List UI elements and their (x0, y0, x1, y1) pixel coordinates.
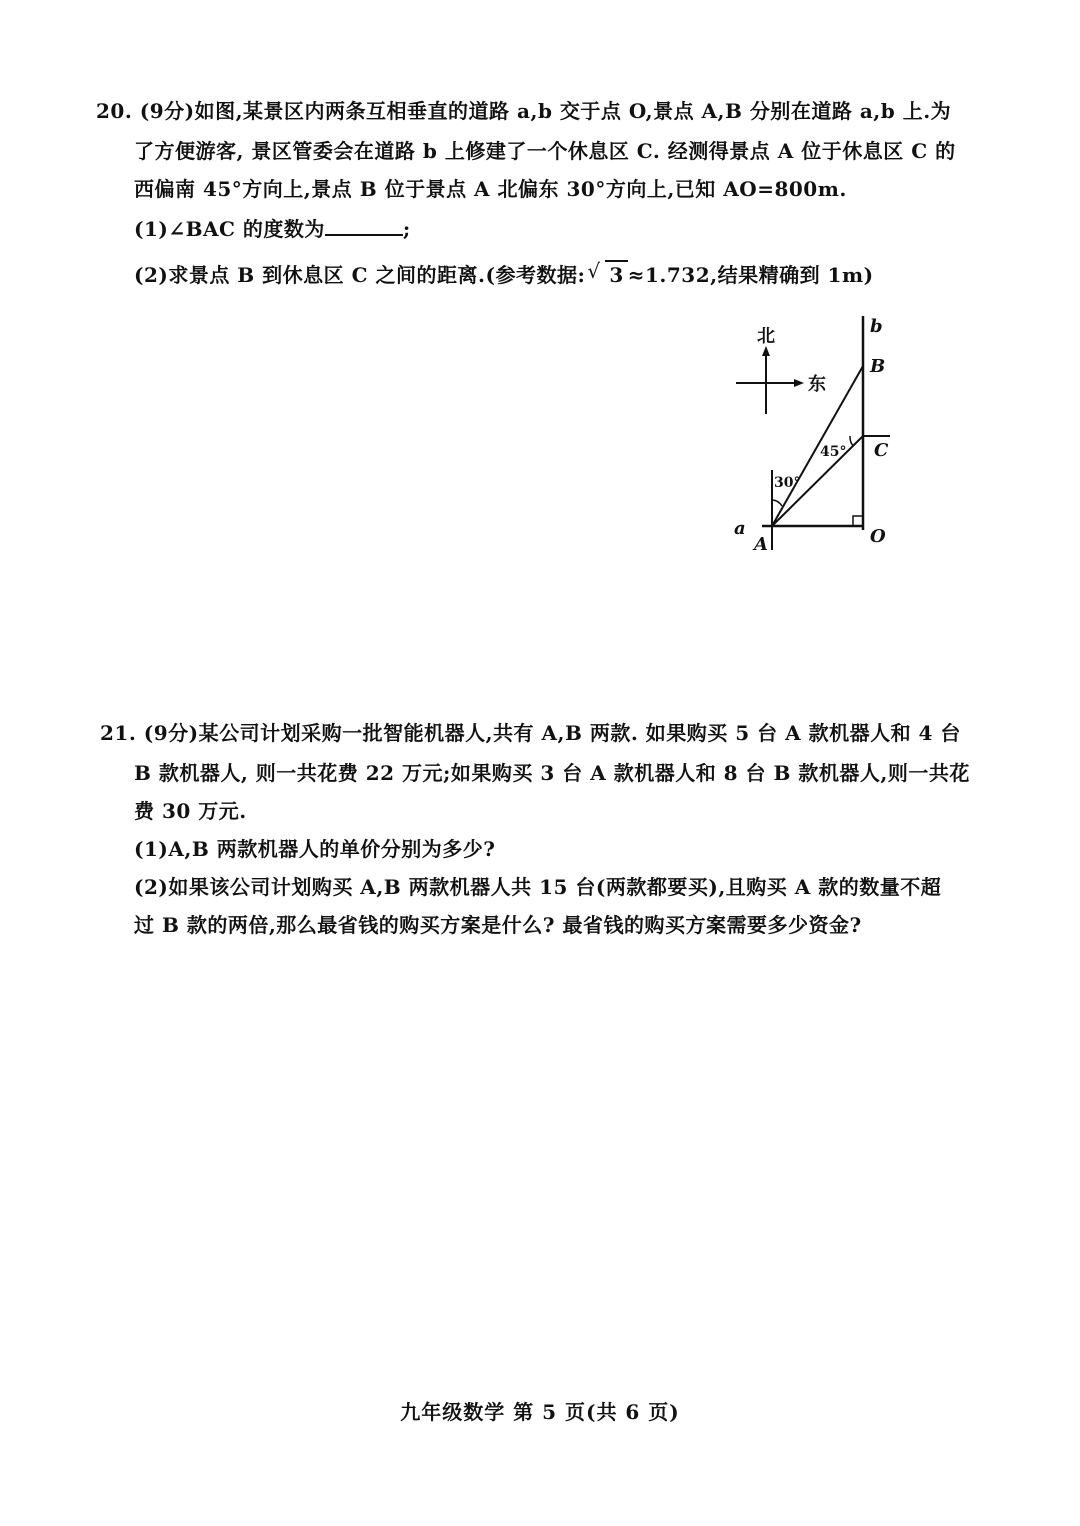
label-a: a (734, 518, 746, 539)
q20-part-2-suffix: ≈1.732,结果精确到 1m) (627, 263, 874, 287)
q20-line-1: 20. (9分)如图,某景区内两条互相垂直的道路 a,b 交于点 O,景点 A,B 分别在道路 a,b 上.为 (96, 99, 952, 123)
q21-part-2-line-2: 过 B 款的两倍,那么最省钱的购买方案是什么? 最省钱的购买方案需要多少资金? (134, 913, 862, 937)
q21-part-1: (1)A,B 两款机器人的单价分别为多少? (134, 837, 496, 861)
east-label: 东 (808, 374, 826, 395)
angle-45-label: 45° (820, 444, 847, 460)
label-C: C (874, 440, 889, 461)
sqrt-radicand: 3 (605, 260, 627, 288)
sqrt-symbol: √ 3 (587, 260, 627, 288)
q21-line-3: 费 30 万元. (134, 799, 247, 823)
q20-part-2-prefix: (2)求景点 B 到休息区 C 之间的距离.(参考数据: (134, 263, 586, 287)
answer-blank (325, 216, 403, 236)
geometry-figure (720, 310, 920, 560)
q20-part-1-prefix: (1)∠BAC 的度数为 (134, 217, 325, 241)
north-arrow-icon (762, 346, 770, 356)
q20-part-1 (134, 216, 411, 242)
q20-part-2 (134, 260, 874, 288)
east-arrow-icon (794, 379, 804, 387)
q21-part-2-line-1: (2)如果该公司计划购买 A,B 两款机器人共 15 台(两款都要买),且购买 A 款的数量不超 (134, 875, 942, 899)
q21-line-1: 21. (9分)某公司计划采购一批智能机器人,共有 A,B 两款. 如果购买 5 台 A 款机器人和 4 台 (100, 721, 961, 745)
north-label: 北 (757, 326, 775, 347)
q20-part-1-suffix: ; (402, 217, 411, 241)
page-footer: 九年级数学 第 5 页(共 6 页) (400, 1400, 680, 1424)
angle-30-arc (772, 500, 782, 506)
q20-line-2: 了方便游客, 景区管委会在道路 b 上修建了一个休息区 C. 经测得景点 A 位于休息区 C 的 (134, 139, 956, 163)
right-angle-mark (853, 516, 863, 526)
angle-30-label: 30° (774, 475, 801, 491)
label-b: b (870, 316, 883, 337)
label-B: B (870, 356, 886, 377)
q21-line-2: B 款机器人, 则一共花费 22 万元;如果购买 3 台 A 款机器人和 8 台 B 款机器人,则一共花 (134, 761, 970, 785)
q20-line-3: 西偏南 45°方向上,景点 B 位于景点 A 北偏东 30°方向上,已知 AO=800m. (134, 177, 847, 201)
label-A: A (754, 534, 768, 555)
label-O: O (870, 526, 886, 547)
